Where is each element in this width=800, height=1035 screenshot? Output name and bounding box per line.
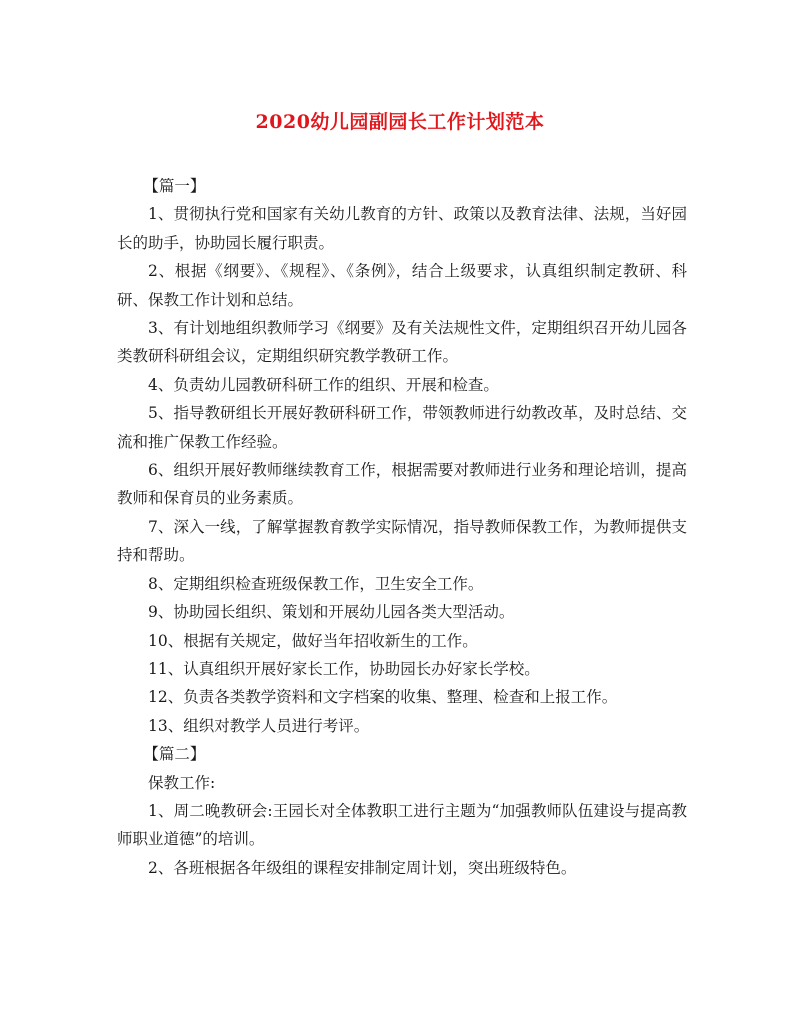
paragraph: 保教工作: bbox=[148, 773, 216, 792]
document-body bbox=[117, 172, 687, 882]
paragraph: 10、根据有关规定，做好当年招收新生的工作。 bbox=[148, 631, 478, 650]
paragraph: 4、负责幼儿园教研科研工作的组织、开展和检查。 bbox=[148, 375, 499, 394]
paragraph: 2、各班根据各年级组的课程安排制定周计划，突出班级特色。 bbox=[148, 858, 577, 877]
paragraph: 3、有计划地组织教师学习《纲要》及有关法规性文件，定期组织召开幼儿园各类教研科研组会议，定期组织研究教学教研工作。 bbox=[117, 319, 687, 366]
paragraph: 5、指导教研组长开展好教研科研工作，带领教师进行幼教改革，及时总结、交流和推广保教工作经验。 bbox=[117, 404, 687, 451]
paragraph: 1、贯彻执行党和国家有关幼儿教育的方针、政策以及教育法律、法规，当好园长的助手，协助园长履行职责。 bbox=[117, 205, 687, 252]
paragraph: 12、负责各类教学资料和文字档案的收集、整理、检查和上报工作。 bbox=[148, 688, 618, 707]
paragraph: 2、根据《纲要》、《规程》、《条例》，结合上级要求，认真组织制定教研、科研、保教工作计划和总结。 bbox=[117, 262, 687, 309]
paragraph: 8、定期组织检查班级保教工作，卫生安全工作。 bbox=[148, 574, 484, 593]
paragraph: 6、组织开展好教师继续教育工作，根据需要对教师进行业务和理论培训，提高教师和保育员的业务素质。 bbox=[117, 461, 687, 508]
paragraph: 13、组织对教学人员进行考评。 bbox=[148, 716, 370, 735]
paragraph: 9、协助园长组织、策划和开展幼儿园各类大型活动。 bbox=[148, 603, 515, 622]
paragraph: 7、深入一线，了解掌握教育教学实际情况，指导教师保教工作，为教师提供支持和帮助。 bbox=[117, 517, 687, 565]
paragraph: 11、认真组织开展好家长工作，协助园长办好家长学校。 bbox=[148, 659, 540, 678]
section-heading: 【篇一】 bbox=[143, 177, 206, 195]
paragraph: 1、周二晚教研会:王园长对全体教职工进行主题为“加强教师队伍建设与提高教师职业道德”的培训。 bbox=[117, 801, 687, 849]
section-heading: 【篇二】 bbox=[143, 745, 206, 764]
document-title: 2020幼儿园副园长工作计划范本 bbox=[255, 111, 545, 133]
